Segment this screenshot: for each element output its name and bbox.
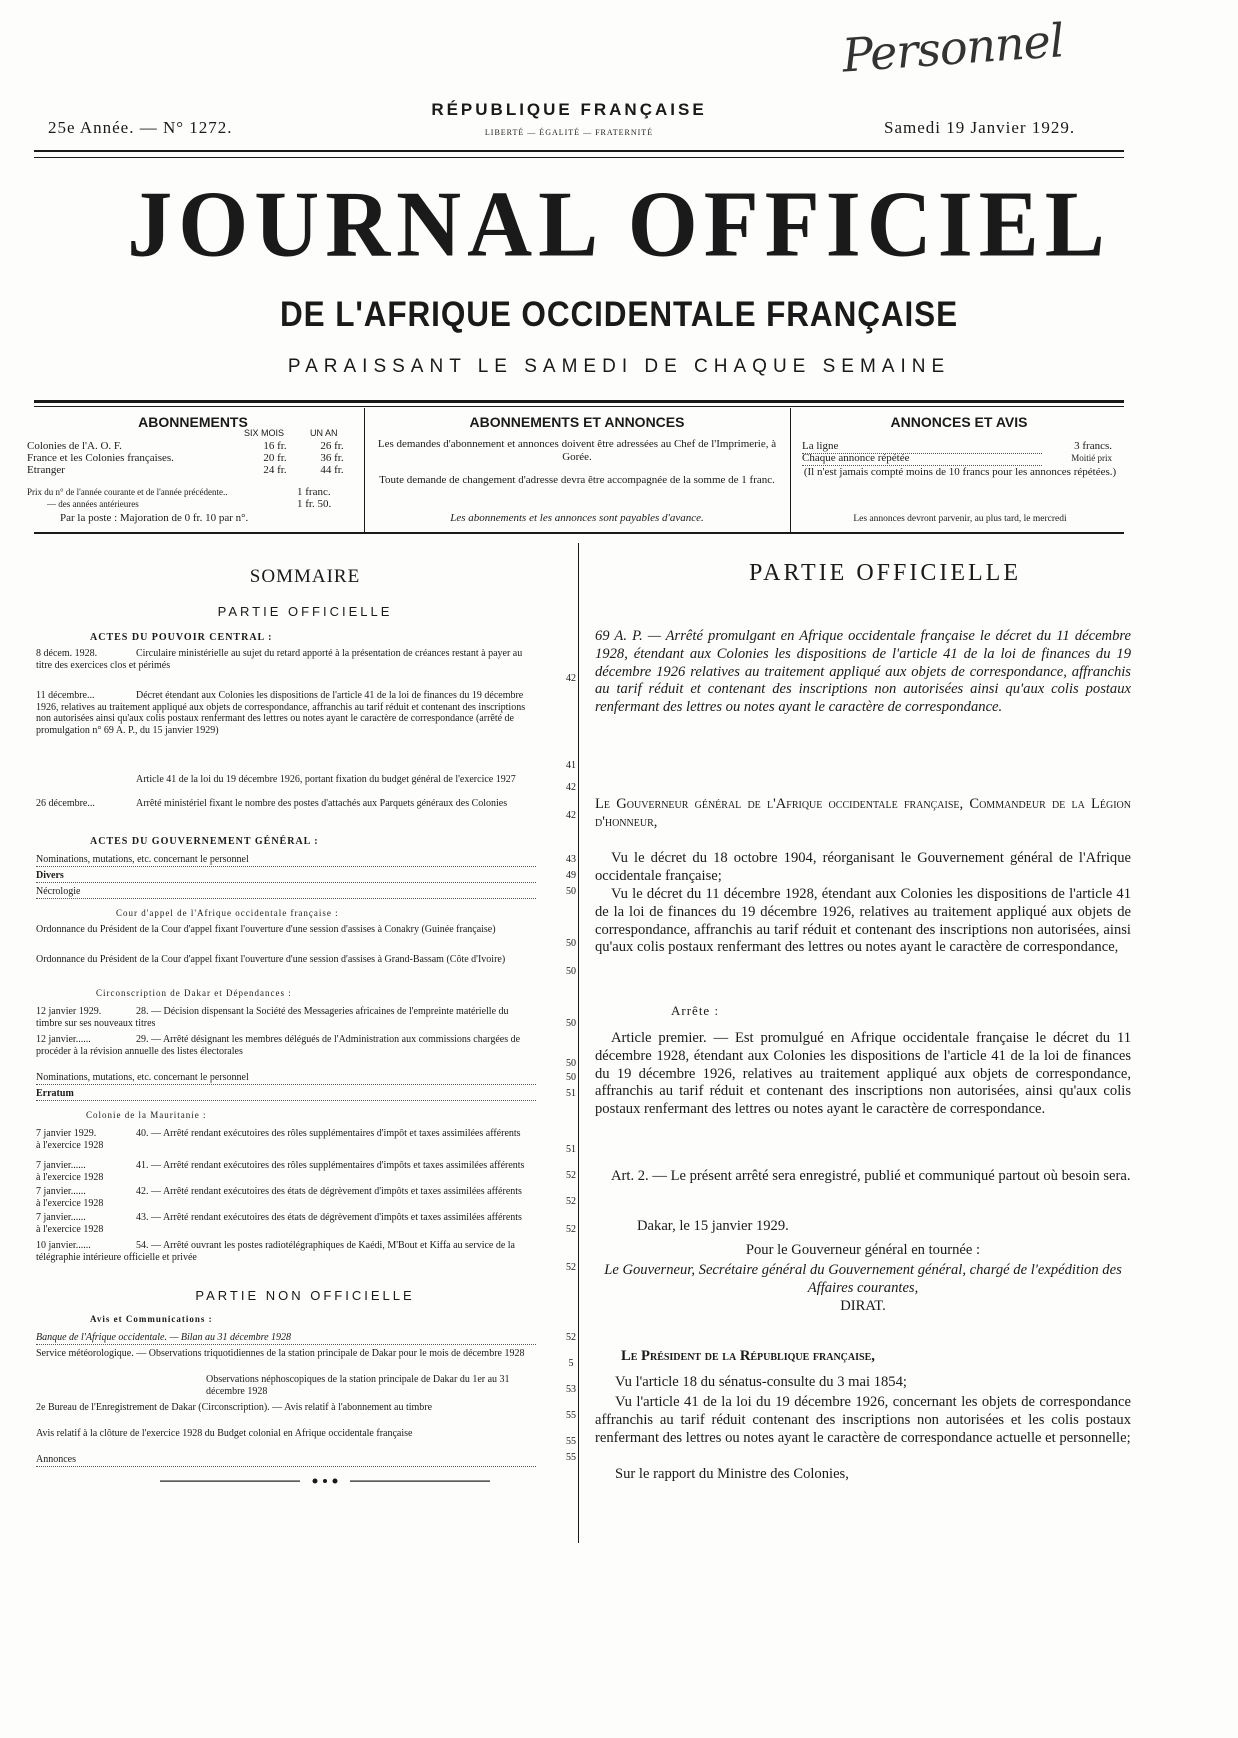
sommaire-entry [36, 1034, 526, 1057]
entry-date: 7 janvier...... [36, 1212, 86, 1223]
signature-name: DIRAT. [840, 1298, 886, 1314]
sommaire-entry [36, 1240, 526, 1263]
sommaire-entry: Annonces [36, 1454, 536, 1467]
entry-date: 7 janvier 1929. [36, 1128, 97, 1139]
sommaire-entry [36, 798, 526, 810]
repetee-row [802, 452, 1112, 466]
abo-row-label: Colonies de l'A. O. F. [27, 440, 122, 452]
entry-text: 40. — Arrêté rendant exécutoires des rôles supplémentaires d'impôt et taxes assimilées afférents à l'exercice 1928 [36, 1128, 521, 1151]
journal-title: JOURNAL OFFICIEL [127, 172, 1111, 277]
article-1: Article premier. — Est promulgué en Afrique occidentale française le décret du 11 décembre 1928, étendant aux Colonies les dispositions de l'article 41 de la loi de finances du 19 décembre 1926, relatives au traitement appliqué aux objets de correspondance, affranchis au tarif réduit et contenant des inscriptions non autorisées, ainsi qu'aux colis postaux renfermant des lettres ou notes ayant le caractère de correspondance. [595, 1030, 1131, 1118]
entry-text: Article 41 de la loi du 19 décembre 1926, portant fixation du budget général de l'exercice 1927 [136, 774, 516, 785]
entry-page: 41 [566, 760, 576, 771]
col-one-year: UN AN [310, 428, 338, 438]
entry-page: 50 [566, 886, 576, 897]
entry-page: 52 [566, 1332, 576, 1343]
sommaire-entry [36, 1212, 526, 1235]
avis-heading: Avis et Communications : [90, 1314, 213, 1324]
entry-text: 54. — Arrêté ouvrant les postes radiotélégraphiques de Kaédi, M'Bout et Kiffa au service de la télégraphie intérieure officielle et privée [36, 1240, 515, 1263]
abo-annonces-heading: ABONNEMENTS ET ANNONCES [469, 414, 685, 430]
entry-text: 41. — Arrêté rendant exécutoires des rôles supplémentaires d'impôts et taxes assimilées afférents à l'exercice 1928 [36, 1160, 525, 1183]
entry-page: 50 [566, 1018, 576, 1029]
abo-row [27, 464, 357, 477]
mauritanie-heading: Colonie de la Mauritanie : [86, 1110, 207, 1120]
president-vu-2: Vu l'article 41 de la loi du 19 décembre 1926, concernant les objets de correspondance affranchis au tarif réduit contenant des inscriptions non autorisées et les colis postaux renfermant des lettres ou notes ayant le caractère de correspondance actuelle et personnelle; [595, 1394, 1131, 1446]
ornament-divider [160, 1478, 490, 1484]
sommaire-entry: Ordonnance du Président de la Cour d'appel fixant l'ouverture d'une session d'assises à Grand-Bassam (Côte d'Ivoire) [36, 954, 506, 965]
vu-paragraph-1: Vu le décret du 18 octobre 1904, réorganisant le Gouvernement général de l'Afrique occidentale française; [595, 850, 1131, 884]
frequency-line: PARAISSANT LE SAMEDI DE CHAQUE SEMAINE [287, 356, 951, 377]
post-surcharge: Par la poste : Majoration de 0 fr. 10 par n°. [60, 512, 249, 524]
article-2: Art. 2. — Le présent arrêté sera enregistré, publié et communiqué partout où besoin sera. [611, 1168, 1131, 1184]
col-six-months: SIX MOIS [244, 428, 285, 438]
entry-text: 43. — Arrêté rendant exécutoires des états de dégrèvement d'impôts et taxes assimilées afférents à l'exercice 1928 [36, 1212, 522, 1235]
journal-subtitle: DE L'AFRIQUE OCCIDENTALE FRANÇAISE [279, 295, 959, 334]
entry-date: 12 janvier...... [36, 1034, 91, 1045]
entry-page: 50 [566, 938, 576, 949]
repetee-value: Moitié prix [1071, 453, 1112, 463]
box-top-rule-thin [34, 406, 1124, 407]
pour-gouverneur: Pour le Gouverneur général en tournée : [745, 1242, 981, 1258]
sommaire-partie-officielle: PARTIE OFFICIELLE [217, 604, 393, 619]
entry-page: 52 [566, 1224, 576, 1235]
entry-page: 42 [566, 673, 576, 684]
entry-page: 51 [566, 1144, 576, 1155]
sommaire-partie-non-officielle: PARTIE NON OFFICIELLE [195, 1288, 415, 1303]
abo-row-six: 16 fr. [263, 440, 287, 452]
abo-row-label: Etranger [27, 464, 65, 476]
abo-row-year: 44 fr. [320, 464, 344, 476]
box-divider-2 [790, 408, 791, 532]
abonnements-heading: ABONNEMENTS [138, 414, 248, 430]
entry-page: 43 [566, 854, 576, 865]
sommaire-entry: Ordonnance du Président de la Cour d'appel fixant l'ouverture d'une session d'assises à Conakry (Guinée française) [36, 924, 496, 935]
republic-heading: RÉPUBLIQUE FRANÇAISE [431, 100, 707, 119]
sommaire-entry: Avis relatif à la clôture de l'exercice 1928 du Budget colonial en Afrique occidentale française [36, 1428, 413, 1439]
entry-page: 49 [566, 870, 576, 881]
sommaire-entry [36, 1128, 526, 1151]
sommaire-entry: Nominations, mutations, etc. concernant le personnel [36, 854, 536, 867]
entry-date: 7 janvier...... [36, 1160, 86, 1171]
sommaire-entry [36, 648, 526, 671]
signature-title: Le Gouverneur, Secrétaire général du Gouvernement général, chargé de l'expédition des Affaires courantes, [604, 1262, 1122, 1296]
sommaire-entry: Nécrologie [36, 886, 536, 899]
sommaire-entry: Nominations, mutations, etc. concernant le personnel [36, 1072, 536, 1085]
issue-number: 25e Année. — N° 1272. [48, 118, 233, 137]
entry-page: 55 [566, 1452, 576, 1463]
vu-paragraph-2: Vu le décret du 11 décembre 1928, étendant aux Colonies les dispositions de l'article 41 de la loi de finances du 19 décembre 1926, relatives au traitement appliqué aux objets de correspondance, affranchis au tarif réduit et contenant des inscriptions non autorisées, ainsi qu'aux colis postaux renfermant des lettres ou notes ayant le caractère de correspondance, [595, 886, 1131, 956]
sommaire-entry: Divers [36, 870, 536, 883]
entry-text: Circulaire ministérielle au sujet du retard apporté à la présentation de créances restant à payer au titre des exercices clos et périmés [36, 648, 523, 671]
entry-date: 11 décembre... [36, 690, 95, 701]
header-rule-thin [34, 157, 1124, 158]
entry-page: 42 [566, 810, 576, 821]
entry-page: 52 [566, 1170, 576, 1181]
price-current-label: Prix du n° de l'année courante et de l'année précédente.. [27, 487, 228, 497]
issue-date: Samedi 19 Janvier 1929. [884, 118, 1076, 137]
actes-central-heading: ACTES DU POUVOIR CENTRAL : [90, 632, 273, 643]
annonces-deadline: Les annonces devront parvenir, au plus tard, le mercredi [853, 514, 1067, 524]
arrete-heading: Arrête : [671, 1003, 720, 1018]
officielle-title: PARTIE OFFICIELLE [748, 560, 1021, 586]
sommaire-entry [36, 1186, 526, 1209]
abo-row-year: 36 fr. [320, 452, 344, 464]
president-rapport: Sur le rapport du Ministre des Colonies, [615, 1466, 849, 1482]
entry-page: 53 [566, 1384, 576, 1395]
price-prev-value: 1 fr. 50. [297, 498, 332, 510]
entry-date: 8 décem. 1928. [36, 648, 98, 659]
entry-page: 55 [566, 1410, 576, 1421]
price-current-value: 1 franc. [297, 486, 331, 498]
entry-date: 12 janvier 1929. [36, 1006, 102, 1017]
entry-text: 28. — Décision dispensant la Société des Messageries africaines de l'empreinte matérielle du timbre sur ses nouveaux titres [36, 1006, 509, 1029]
entry-page: 51 [566, 1088, 576, 1099]
abo-row-six: 20 fr. [263, 452, 287, 464]
sommaire-entry [36, 1006, 526, 1029]
price-prev-label: — des années antérieures [47, 499, 139, 509]
sommaire-title: SOMMAIRE [249, 566, 361, 587]
arrete-summary: 69 A. P. — Arrêté promulgant en Afrique occidentale française le décret du 11 décembre 1928, étendant aux Colonies les dispositions de l'article 41 de la loi de finances du 19 décembre 1926 relatives au traitement appliqué aux objets de correspondance, affranchis au tarif réduit et contenant des inscriptions non autorisées ainsi qu'aux colis postaux renfermant des lettres ou notes ayant le caractère de correspondance. [595, 628, 1131, 716]
box-top-rule [34, 400, 1124, 403]
annonces-avis-heading: ANNONCES ET AVIS [890, 414, 1028, 430]
president-heading: Le Président de la République française, [621, 1348, 875, 1364]
sommaire-entry [36, 690, 526, 736]
entry-page: 42 [566, 782, 576, 793]
entry-text: 29. — Arrêté désignant les membres délégués de l'Administration aux commissions chargées de procéder à la révision annuelle des listes électorales [36, 1034, 521, 1057]
president-vu-1: Vu l'article 18 du sénatus-consulte du 3 mai 1854; [615, 1374, 907, 1390]
entry-text: 42. — Arrêté rendant exécutoires des états de dégrèvement d'impôts et taxes assimilées afférents à l'exercice 1928 [36, 1186, 522, 1209]
gouverneur-heading: Le Gouverneur général de l'Afrique occidentale française, Commandeur de la Légion d'honneur, [595, 796, 1131, 830]
entry-page: 50 [566, 1072, 576, 1083]
abo-annonces-p3: Les abonnements et les annonces sont payables d'avance. [450, 512, 704, 524]
dakar-date: Dakar, le 15 janvier 1929. [637, 1218, 789, 1234]
header-rule [34, 150, 1124, 152]
entry-date: 26 décembre... [36, 798, 95, 809]
actes-gouv-heading: ACTES DU GOUVERNEMENT GÉNÉRAL : [90, 836, 319, 847]
entry-page: 52 [566, 1196, 576, 1207]
entry-page: 5 [568, 1358, 574, 1369]
box-bottom-rule [34, 532, 1124, 534]
sommaire-entry [36, 1160, 526, 1183]
sommaire-entry [36, 774, 526, 786]
sommaire-entry: Observations néphoscopiques de la station principale de Dakar du 1er au 31 décembre 1928 [206, 1374, 510, 1397]
price-prev-row [27, 498, 357, 511]
ligne-label: La ligne [802, 440, 1042, 454]
abo-row-six: 24 fr. [263, 464, 287, 476]
abo-row-year: 26 fr. [320, 440, 344, 452]
handwritten-annotation: Personnel [840, 13, 1066, 83]
annonces-note: (Il n'est jamais compté moins de 10 francs pour les annonces répétées.) [803, 466, 1117, 478]
dakar-heading: Circonscription de Dakar et Dépendances : [96, 988, 292, 998]
sommaire-entry: 2e Bureau de l'Enregistrement de Dakar (Circonscription). — Avis relatif à l'abonnement au timbre [36, 1402, 433, 1413]
entry-page: 50 [566, 966, 576, 977]
sommaire-entry: Service météorologique. — Observations triquotidiennes de la station principale de Dakar pour le mois de décembre 1928 [36, 1348, 525, 1359]
box-divider-1 [364, 408, 365, 532]
entry-text: Arrêté ministériel fixant le nombre des postes d'attachés aux Parquets généraux des Colonies [136, 798, 508, 809]
abo-row-label: France et les Colonies françaises. [27, 452, 174, 464]
abo-annonces-p1: Les demandes d'abonnement et annonces doivent être adressées au Chef de l'Imprimerie, à Gorée. [377, 438, 777, 463]
entry-date: 7 janvier...... [36, 1186, 86, 1197]
repetee-label: Chaque annonce répétée [802, 452, 1042, 466]
cour-heading: Cour d'appel de l'Afrique occidentale française : [116, 908, 339, 918]
entry-page: 50 [566, 1058, 576, 1069]
ligne-value: 3 francs. [1074, 440, 1112, 452]
entry-page: 55 [566, 1436, 576, 1447]
motto: LIBERTÉ — ÉGALITÉ — FRATERNITÉ [484, 128, 654, 137]
abo-annonces-p2: Toute demande de changement d'adresse devra être accompagnée de la somme de 1 franc. [379, 474, 775, 486]
entry-page: 52 [566, 1262, 576, 1273]
entry-text: Décret étendant aux Colonies les dispositions de l'article 41 de la loi de finances du 19 décembre 1926, relatives au traitement appliqué aux objets de correspondance, affranchis au tarif réduit et contenant des inscriptions non autorisées ainsi qu'aux colis postaux renfermant des lettres ou notes ayant le caractère de correspondance (arrêté de promulgation n° 69 A. P., du 15 janvier 1929) [36, 690, 526, 736]
sommaire-entry: Erratum [36, 1088, 536, 1101]
entry-date: 10 janvier...... [36, 1240, 91, 1251]
sommaire-entry: Banque de l'Afrique occidentale. — Bilan au 31 décembre 1928 [36, 1332, 536, 1345]
